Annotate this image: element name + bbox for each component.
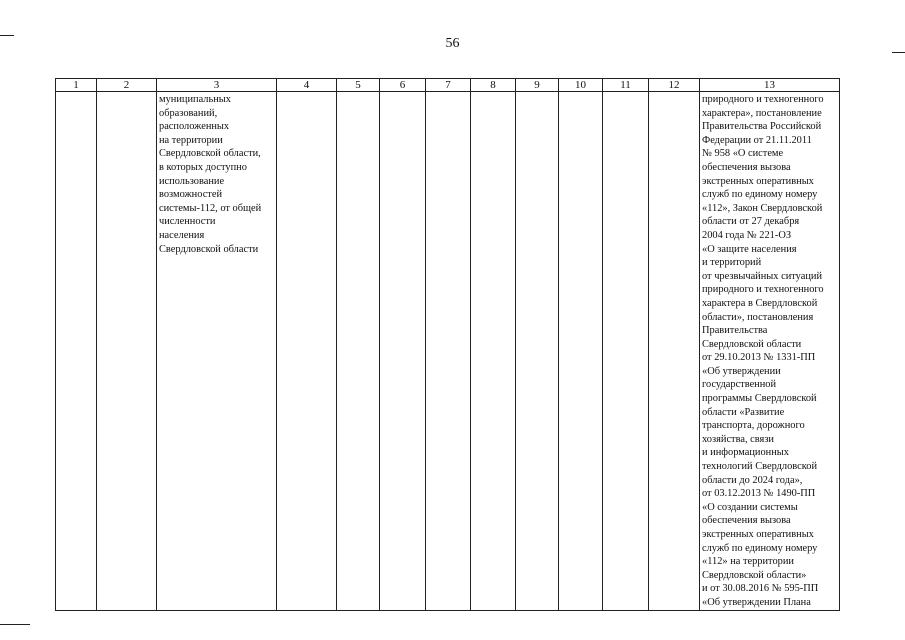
column-header-1: 1 (56, 79, 97, 92)
text-line: численности (159, 216, 216, 228)
cell-col-2 (97, 92, 157, 611)
text-line: 2004 года № 221-ОЗ (702, 229, 792, 241)
cell-col-10 (559, 92, 603, 611)
scan-edge-mark (892, 52, 905, 53)
text-line: Свердловской области» (702, 569, 807, 581)
text-line: области до 2024 года», (702, 474, 803, 486)
text-line: технологий Свердловской (702, 461, 818, 473)
cell-col-11 (603, 92, 649, 611)
indicator-description (157, 92, 276, 256)
text-line: от 29.10.2013 № 1331-ПП (702, 352, 816, 364)
text-line: экстренных оперативных (702, 175, 814, 187)
text-line: природного и техногенного (702, 94, 824, 105)
text-line: транспорта, дорожного (702, 420, 805, 432)
text-line: природного и техногенного (702, 284, 824, 296)
text-line: области», постановления (702, 311, 814, 323)
legal-basis-text (700, 92, 839, 610)
cell-col-9 (516, 92, 559, 611)
column-header-5: 5 (337, 79, 380, 92)
text-line: «О создании системы (702, 501, 798, 513)
cell-col-5 (337, 92, 380, 611)
text-line: Свердловской области (702, 338, 802, 350)
text-line: на территории (159, 134, 223, 146)
text-line: возможностей (159, 189, 223, 201)
column-header-11: 11 (603, 79, 649, 92)
text-line: от чрезвычайных ситуаций (702, 270, 823, 282)
cell-col-8 (471, 92, 516, 611)
text-line: Свердловской области (159, 243, 259, 255)
text-line: и территорий (702, 257, 762, 269)
text-line: и от 30.08.2016 № 595-ПП (702, 583, 819, 595)
text-line: «Об утверждении (702, 365, 781, 377)
column-header-9: 9 (516, 79, 559, 92)
text-line: характера», постановление (702, 107, 822, 119)
text-line: служб по единому номеру (702, 189, 818, 201)
cell-col-3 (157, 92, 277, 611)
text-line: системы-112, от общей (159, 202, 262, 214)
column-header-7: 7 (426, 79, 471, 92)
cell-col-12 (649, 92, 700, 611)
text-line: «О защите населения (702, 243, 797, 255)
text-line: от 03.12.2013 № 1490-ПП (702, 488, 816, 500)
text-line: в которых доступно (159, 161, 247, 173)
text-line: области от 27 декабря (702, 216, 800, 228)
table-row (56, 92, 840, 611)
page-number: 56 (445, 36, 460, 51)
text-line: Правительства (702, 325, 768, 337)
text-line: и информационных (702, 447, 789, 459)
text-line: расположенных (159, 121, 230, 133)
scan-edge-mark (0, 35, 14, 36)
column-header-12: 12 (649, 79, 700, 92)
text-line: характера в Свердловской (702, 297, 818, 309)
text-line: обеспечения вызова (702, 515, 791, 527)
cell-col-1 (56, 92, 97, 611)
text-line: хозяйства, связи (702, 433, 774, 445)
cell-col-7 (426, 92, 471, 611)
text-line: экстренных оперативных (702, 529, 814, 540)
scan-edge-mark (0, 624, 30, 625)
text-line: использование (159, 175, 225, 187)
document-table (55, 78, 840, 611)
column-header-8: 8 (471, 79, 516, 92)
column-header-4: 4 (277, 79, 337, 92)
text-line: образований, (159, 107, 218, 119)
column-header-3: 3 (157, 79, 277, 92)
text-line: Федерации от 21.11.2011 (702, 134, 812, 146)
text-line: «112», Закон Свердловской (702, 202, 823, 214)
text-line: населения (159, 229, 205, 241)
text-line: «Об утверждении Плана (702, 596, 811, 608)
column-header-13: 13 (700, 79, 840, 92)
text-line: области «Развитие (702, 406, 785, 418)
text-line: государственной (702, 379, 777, 391)
column-header-2: 2 (97, 79, 157, 92)
column-header-10: 10 (559, 79, 603, 92)
text-line: «112» на территории (702, 556, 794, 568)
text-line: муниципальных (159, 94, 231, 105)
text-line: обеспечения вызова (702, 161, 791, 173)
text-line: программы Свердловской (702, 393, 817, 405)
text-line: служб по единому номеру (702, 542, 818, 554)
table-header-row (56, 79, 840, 92)
cell-col-4 (277, 92, 337, 611)
column-header-6: 6 (380, 79, 426, 92)
text-line: Правительства Российской (702, 121, 822, 133)
cell-col-13 (700, 92, 840, 611)
cell-col-6 (380, 92, 426, 611)
text-line: Свердловской области, (159, 148, 261, 160)
text-line: № 958 «О системе (702, 148, 784, 160)
